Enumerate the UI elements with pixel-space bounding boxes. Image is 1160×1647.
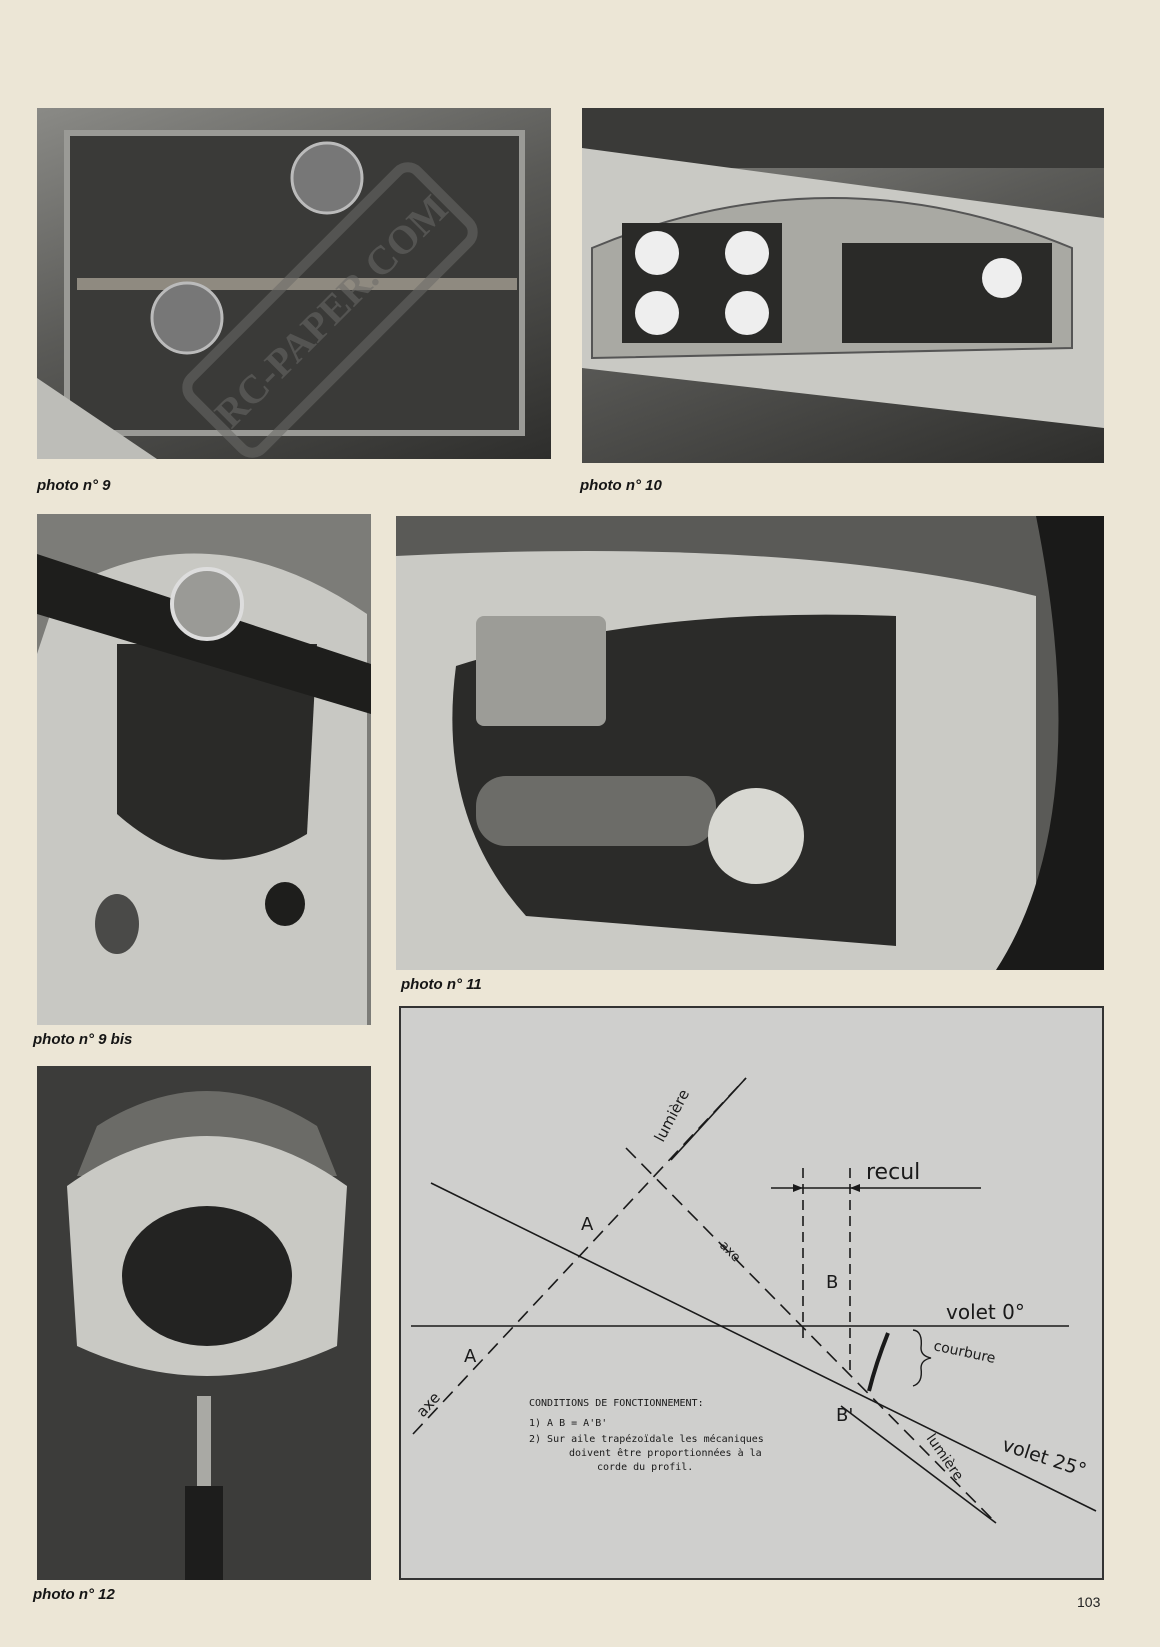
line-volet-25 <box>431 1183 1096 1511</box>
label-b-prime: B' <box>836 1405 854 1426</box>
photo-12-nose-view <box>37 1066 371 1580</box>
diagram-drawing <box>401 1008 1106 1582</box>
conditions-item-2a: 2) Sur aile trapézoïdale les mécaniques <box>529 1434 764 1445</box>
photo-9bis-image <box>37 514 371 1025</box>
rc-paper-watermark <box>140 120 520 500</box>
conditions-title: CONDITIONS DE FONCTIONNEMENT: <box>529 1398 704 1409</box>
conditions-block <box>529 1398 764 1473</box>
conditions-item-1: 1) A B = A'B' <box>529 1418 608 1429</box>
photo-10-image <box>582 108 1104 463</box>
label-recul: recul <box>866 1160 921 1185</box>
photo-11-image <box>396 516 1104 970</box>
label-volet-25: volet 25° <box>999 1433 1090 1482</box>
caption-photo-9bis: photo n° 9 bis <box>33 1031 133 1048</box>
label-a-lower: A <box>464 1346 477 1367</box>
courbure-arc <box>869 1333 888 1391</box>
label-volet-0: volet 0° <box>946 1300 1025 1324</box>
label-b: B <box>826 1272 839 1293</box>
page-number: 103 <box>1077 1594 1101 1610</box>
label-axe-left: axe <box>412 1388 444 1421</box>
caption-photo-9: photo n° 9 <box>37 477 111 494</box>
caption-photo-12: photo n° 12 <box>33 1586 115 1603</box>
photo-10-instrument-panel <box>582 108 1104 463</box>
caption-photo-11: photo n° 11 <box>401 976 482 993</box>
courbure-brace <box>913 1330 931 1386</box>
photo-12-image <box>37 1066 371 1580</box>
label-axe-mid: axe <box>716 1238 744 1266</box>
label-lumiere-bottom: lumière <box>922 1431 967 1484</box>
label-lumiere-top: lumière <box>650 1086 694 1145</box>
line-axe <box>413 1078 746 1434</box>
conditions-item-2c: corde du profil. <box>597 1462 694 1473</box>
caption-photo-10: photo n° 10 <box>580 477 662 494</box>
conditions-item-2b: doivent être proportionnées à la <box>569 1448 762 1459</box>
photo-11-cowling-detail <box>396 516 1104 970</box>
flap-mechanism-diagram <box>399 1006 1104 1580</box>
watermark-text: RC-PAPER.COM <box>205 185 457 437</box>
photo-9bis-engine-front <box>37 514 371 1025</box>
label-courbure: courbure <box>932 1338 997 1367</box>
label-a-upper: A <box>581 1214 594 1235</box>
